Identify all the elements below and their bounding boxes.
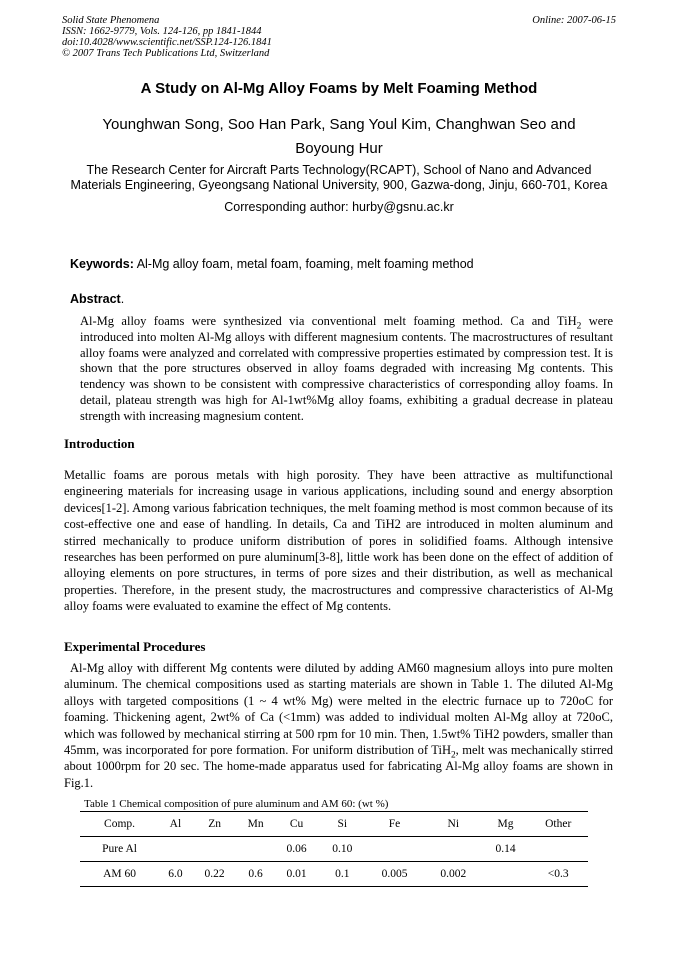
table-cell: 0.002 (440, 868, 467, 880)
table-row (80, 837, 588, 862)
online-date: Online: 2007-06-15 (532, 15, 616, 26)
table-header-cell: Zn (208, 818, 221, 830)
author-line-1: Younghwan Song, Soo Han Park, Sang Youl Kim, Changhwan Seo and (102, 116, 576, 133)
keywords-text: Al-Mg alloy foam, metal foam, foaming, melt foaming method (133, 257, 474, 271)
table-cell (528, 837, 588, 862)
doi-line[interactable]: doi:10.4028/www.scientific.net/SSP.124-126.1841 (62, 37, 272, 48)
introduction-heading: Introduction (64, 436, 135, 451)
affiliation: The Research Center for Aircraft Parts Technology(RCAPT), School of Nano and Advanced Materials Engineering, Gyeongsang National University, 900, Gazwa-dong, Jinju, 660-701, Korea (70, 163, 608, 192)
author-list (62, 113, 616, 161)
table-cell (483, 862, 529, 887)
table-cell: 0.06 (286, 843, 307, 855)
table-cell: Pure Al (102, 843, 137, 855)
table-cell: 0.14 (495, 843, 516, 855)
table-header-cell: Si (337, 818, 348, 830)
table-cell (424, 837, 483, 862)
experimental-heading: Experimental Procedures (64, 639, 206, 654)
experimental-subscript: 2 (450, 750, 456, 761)
keywords-label: Keywords: (70, 257, 134, 271)
abstract-body (80, 314, 613, 425)
table-row (80, 862, 588, 887)
issn-line: ISSN: 1662-9779, Vols. 124-126, pp 1841-1844 (62, 26, 262, 37)
table-cell: 0.005 (381, 868, 408, 880)
abstract-text-part-1: Al-Mg alloy foams were synthesized via conventional melt foaming method. Ca and TiH (80, 314, 577, 328)
abstract-label: Abstract (70, 292, 121, 306)
experimental-body (64, 660, 613, 791)
table-cell: 0.22 (204, 868, 225, 880)
abstract-text-part-2: were introduced into molten Al-Mg alloys with different magnesium contents. The macrostructures of resultant alloy foams were analyzed and correlated with compressive properties estimated by compression test. It is shown that the pore structures observed in alloy foams degraded with increasing Mg contents. This tendency was shown to be consistent with compressive characteristics of corresponding alloy foams. In detail, plateau strength was high for Al-1wt%Mg alloy foams, exhibiting a gradual decrease in plateau strength with increasing magnesium content. (80, 314, 613, 423)
keywords-line (70, 257, 474, 271)
table-cell: <0.3 (547, 868, 569, 880)
journal-header (62, 15, 272, 59)
table-header-row (80, 812, 588, 837)
abstract-subscript: 2 (576, 321, 582, 332)
table-header-cell: Fe (388, 818, 401, 830)
table-cell (237, 837, 273, 862)
table-cell (159, 837, 192, 862)
abstract-heading: Abstract. (70, 292, 125, 306)
table-header-cell: Cu (289, 818, 304, 830)
table-header-cell: Ni (447, 818, 460, 830)
introduction-body: Metallic foams are porous metals with high porosity. They have been attractive as multifunctional engineering materials for increasing usage in various applications, including sound and energy absorption devices[1-2]. Among various fabrication techniques, the melt foaming method is most common because of its cost-effective one and ease of handling. In details, Ca and TiH2 are introduced in molten aluminum and stirred mechanically to produce uniform distribution of pores in solidified foams. Although intensive researches has been performed on pure aluminum[3-8], little work has been done on the effect of addition of alloying elements on pore structures, in terms of pore sizes and their distribution, as well as mechanical properties. Therefore, in the present study, the macrostructures and compressive characteristics of Al-Mg alloy foams were evaluated to examine the effect of Mg contents. (64, 468, 613, 614)
corresponding-author: Corresponding author: hurby@gsnu.ac.kr (224, 200, 454, 214)
author-line-2: Boyoung Hur (295, 140, 383, 157)
experimental-text-part-2: , melt was mechanically stirred about 1000rpm for 20 sec. The home-made apparatus used for fabricating Al-Mg alloy foams are shown in Fig.1. (64, 743, 613, 790)
table-header-cell: Other (545, 818, 572, 830)
table-header-cell: Mg (497, 818, 514, 830)
table-cell: 6.0 (168, 868, 183, 880)
copyright-line: © 2007 Trans Tech Publications Ltd, Switzerland (62, 48, 270, 59)
paper-title: A Study on Al-Mg Alloy Foams by Melt Foaming Method (140, 80, 538, 97)
table-cell: 0.6 (248, 868, 263, 880)
table-caption: Table 1 Chemical composition of pure aluminum and AM 60: (wt %) (84, 798, 389, 810)
table-header-cell: Comp. (104, 818, 136, 830)
journal-name: Solid State Phenomena (62, 15, 160, 26)
table-header-cell: Mn (247, 818, 264, 830)
table-cell: AM 60 (103, 868, 136, 880)
table-header-cell: Al (169, 818, 182, 830)
table-cell: 0.10 (332, 843, 353, 855)
table-cell (192, 837, 238, 862)
composition-table (80, 811, 588, 887)
table-cell: 0.1 (335, 868, 350, 880)
table-cell (365, 837, 424, 862)
experimental-text-part-1: Al-Mg alloy with different Mg contents were diluted by adding AM60 magnesium alloys into pure molten aluminum. The chemical compositions used as starting materials are shown in Table 1. The diluted Al-Mg alloys with targeted compositions (1 ~ 4 wt% Mg) were melted in the electric furnace up to 720oC for foaming. Thickening agent, 2wt% of Ca (<1mm) was added to individual molten Al-Mg alloy at 720oC, which was followed by mechanical stirring at 500 rpm for 10 min. Then, 1.5wt% TiH2 powders, smaller than 45mm, was incorporated for pore formation. For uniform distribution of TiH (64, 661, 613, 758)
table-cell: 0.01 (286, 868, 307, 880)
